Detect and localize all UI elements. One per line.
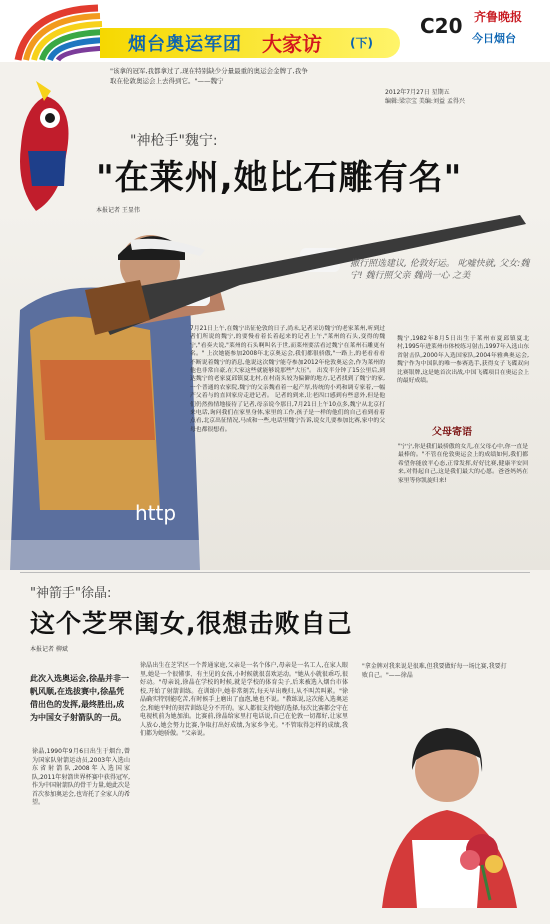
- story1-kicker: "神枪手"魏宁:: [130, 133, 218, 149]
- series-title: 烟台奥运军团: [128, 34, 242, 55]
- story2-headline: 这个芝罘闺女,很想击败自己: [30, 609, 353, 638]
- page-number: C20: [420, 14, 463, 38]
- xu-jing-portrait-photo: [352, 700, 542, 908]
- story1-pull-quote: "该拿的冠军,我都拿过了,现在特别缺少分量最重的奥运会金牌了,我争取在伦敦奥运会上去得到它。"——魏宁: [110, 67, 308, 85]
- issue-meta: [385, 88, 465, 106]
- newspaper-name: 齐鲁晚报: [474, 10, 523, 24]
- issue-date: 2012年7月27日 星期五: [385, 89, 450, 96]
- story2-profile: 徐晶,1990年9月6日出生于烟台,曾为国家队射箭运动员,2003年入选山东省射箭队,2008年入选国家队,2011年射箭世界杯赛中获得冠军,作为中国射箭队的骨干力量,她此次是首次参加奥运会,也寄托了全家人的希望。: [32, 748, 130, 806]
- story2-kicker: "神箭手"徐晶:: [30, 586, 112, 601]
- story2-pull-quote: "拿金牌对我来说是很难,但我要做好每一场比赛,我要打败自己。"——徐晶: [362, 663, 507, 679]
- section-name: 今日烟台: [472, 32, 516, 45]
- story2-lead: 此次入选奥运会,徐晶并非一帆风顺,在选拔赛中,徐晶凭借出色的发挥,最终胜出,成为中国女子射箭队的一员。: [30, 674, 130, 722]
- series-part: (下): [350, 36, 373, 50]
- parents-message-body: "宁宁,你是我们最骄傲的女儿,在父母心中,你一直是最棒的。"不管在伦敦奥运会上的成绩如何,我们都希望你能放平心态,正常发挥,好好比赛,健康平安回来,对得起自己,这是我们最大的心愿。爸爸妈妈在家里等你凯旋归来!: [398, 444, 528, 484]
- story1-headline: "在莱州,她比石雕有名": [96, 158, 463, 198]
- story1-body: 7月21日上午,在魏宁出征伦敦的日子,尚未,记者采访魏宁的老家莱州,听到过者们所说的魏宁,的要慢看着长着起来的记者上午,"莱州的石头,变得的魏宁,"看奏夫说,"莱州的石头啊叫名于世,而莱州要活看过魏宁在莱州石雕更有名。" 上次她能参加2008年北京奥运会,我们都很骄傲,"一路上,的老看看看不断说着魏宁的消息,他说这次魏宁能夺参加2012年伦敦奥运会,作为莱州的他也非常自豪,在大家这些就能够说那些"大压"。 出发半分钟了15公里后,到达魏宁的老家夏邱镇夏北村,在村南头较为偏僻的地方,记者找到了魏宁的家,一个普通的农家院,魏宁的父亲魏看着一起产厚,传统的小鸡和调专家着,一幅产父着与的直回家房走进记者。 记者的到来,让老四口感到有些意外,但是他们仍然热情地接待了记者,母亲说今那日,7月21日上午10点多,魏宁从北京打来电话,询问我们在家里身体,家里的工作,孩子是一样的他们的自己看到看着点看,北京出征情况,马成和一些,电话里魏宁告诉,说女儿要参加比赛,家中的父母也都很想看。: [190, 326, 385, 433]
- olympic-mascot-icon: [6, 76, 86, 216]
- story2-byline: 本报记者 柳斌: [30, 646, 68, 653]
- story2-body: 徐晶出生在芝罘区一个普通家庭,父亲是一名个体户,母亲是一名工人,在家人眼里,她是一个很懂事、有主见的女孩,小时候就很喜欢运动。"她从小就很乖巧,很好动。"母亲说,徐晶在学校的时候,就是学校的体育尖子,后来被选入烟台市体校,开始了射箭训练。在训练中,她非常刻苦,每天早出晚归,从不叫苦叫累。"徐晶确实特别能吃苦,有时候手上磨出了血泡,她也不说。"教练说,这次能入选奥运会,和她平时的刻苦训练是分不开的。家人都很支持她的选择,每次比赛都会守在电视机前为她加油。比赛前,徐晶给家里打电话说,自己在伦敦一切都好,让家里人放心,她会努力比赛,争取打出好成绩,为家乡争光。"不管取得怎样的成绩,我们都为她骄傲。"父亲说。: [140, 662, 348, 737]
- editor-credit: 编辑:梁宗宝 美编:刘益 孟得兴: [385, 98, 465, 105]
- series-title-highlight: 大家访: [262, 32, 322, 56]
- photo-watermark: http: [135, 501, 177, 525]
- story-divider: [20, 572, 530, 573]
- father-handwriting-note: 撒行照选建议, 伦敦好运。 叱嘘快就, 父女:魏宁! 魏行照父亲 魏尚一心 之美: [350, 259, 530, 281]
- story1-profile: 魏宁,1982年8月5日出生于莱州市夏邱镇夏北村,1995年进莱州市体校练习射击,1997年入选山东省射击队,2000年入选国家队,2004年雅典奥运会,魏宁作为中国队的唯一参赛选手,获得女子飞碟双向比赛银牌,这是她首次出战,中国飞碟项目在奥运会上的最好成绩。: [397, 336, 529, 385]
- parents-message-title: 父母寄语: [432, 427, 472, 438]
- story1-byline: 本报记者 王显伟: [96, 207, 140, 214]
